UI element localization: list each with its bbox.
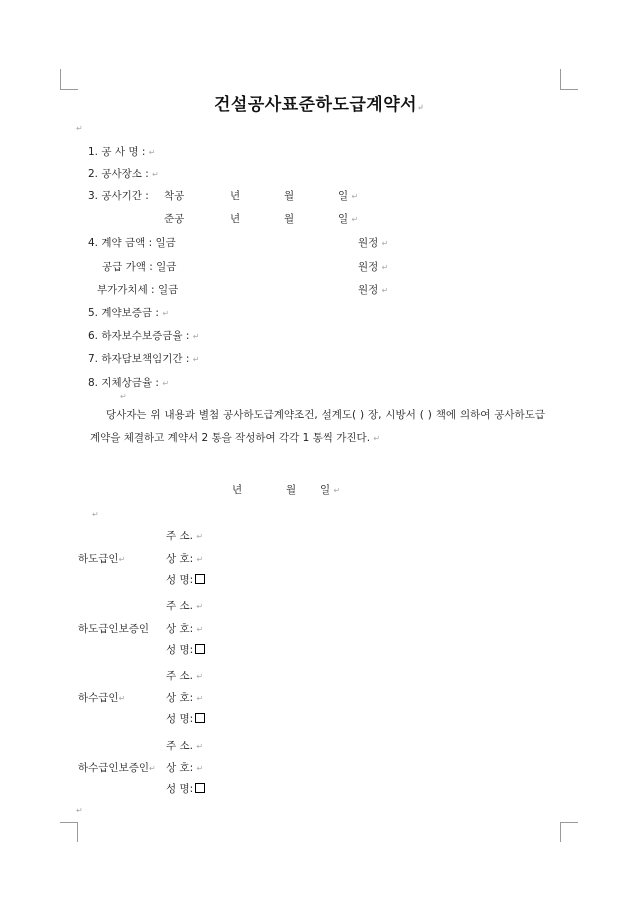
party1-company: 상 호: ↵ bbox=[166, 553, 204, 565]
crop-mark-bottom-left-v bbox=[77, 822, 78, 842]
supply-amount: 공급 가액 : 일금 bbox=[102, 261, 177, 273]
party2-address: 주 소. ↵ bbox=[166, 600, 204, 612]
item-defect-liability-period: 7. 하자담보책임기간 : ↵ bbox=[88, 353, 200, 365]
item-defect-deposit-rate: 6. 하자보수보증금율 : ↵ bbox=[88, 330, 200, 342]
period-start-day: 일 ↵ bbox=[338, 190, 359, 202]
period-end-label: 준공 bbox=[164, 213, 185, 225]
party3-role: 하수급인↵ bbox=[78, 692, 126, 704]
party4-role: 하수급인보증인↵ bbox=[78, 762, 156, 774]
seal-box bbox=[195, 574, 205, 584]
item-construction-period: 3. 공사기간 : bbox=[88, 190, 149, 202]
item-contract-amount: 4. 계약 금액 : 일금 bbox=[88, 237, 176, 249]
item-construction-site: 2. 공사장소 : ↵ bbox=[88, 168, 159, 180]
party1-name: 성 명: bbox=[166, 574, 205, 587]
crop-mark-top-left-h bbox=[60, 89, 78, 90]
supply-amount-suffix: 원정 ↵ bbox=[358, 261, 389, 273]
party2-role: 하도급인보증인 bbox=[78, 623, 150, 635]
contract-amount-suffix: 원정 ↵ bbox=[358, 237, 389, 249]
seal-box bbox=[195, 783, 205, 793]
crop-mark-top-right-h bbox=[560, 89, 578, 90]
paragraph-mark: ↵ bbox=[120, 392, 127, 401]
period-end-month: 월 bbox=[284, 213, 295, 225]
date-year: 년 bbox=[232, 484, 243, 496]
party1-role: 하도급인↵ bbox=[78, 553, 126, 565]
agreement-paragraph: 당사자는 위 내용과 별첨 공사하도급계약조건, 설계도( ) 장, 시방서 ( ) 책에 의하여 공사하도급계약을 체결하고 계약서 2 통을 작성하여 각각 1 통씩 가진다. ↵ bbox=[90, 409, 545, 444]
crop-mark-top-right-v bbox=[560, 69, 561, 89]
period-start-month: 월 bbox=[284, 190, 295, 202]
paragraph-mark: ↵ bbox=[92, 510, 99, 519]
seal-box bbox=[195, 644, 205, 654]
period-start-year: 년 bbox=[230, 190, 241, 202]
party3-company: 상 호: ↵ bbox=[166, 692, 204, 704]
vat-amount-suffix: 원정 ↵ bbox=[358, 284, 389, 296]
item-contract-deposit: 5. 계약보증금 : ↵ bbox=[88, 307, 170, 319]
party2-name: 성 명: bbox=[166, 644, 205, 657]
document-title: 건설공사표준하도급계약서↵ bbox=[214, 95, 425, 115]
period-start-label: 착공 bbox=[164, 190, 185, 202]
item-delay-penalty-rate: 8. 지체상금율 : ↵ bbox=[88, 377, 170, 389]
paragraph-mark: ↵ bbox=[76, 806, 83, 815]
party3-address: 주 소. ↵ bbox=[166, 670, 204, 682]
party2-company: 상 호: ↵ bbox=[166, 623, 204, 635]
item-construction-name: 1. 공 사 명 : ↵ bbox=[88, 146, 156, 158]
date-month: 월 bbox=[286, 484, 297, 496]
period-end-year: 년 bbox=[230, 213, 241, 225]
party4-address: 주 소. ↵ bbox=[166, 740, 204, 752]
party1-address: 주 소. ↵ bbox=[166, 530, 204, 542]
party4-company: 상 호: ↵ bbox=[166, 762, 204, 774]
vat-amount: 부가가치세 : 일금 bbox=[97, 284, 179, 296]
crop-mark-bottom-right-h bbox=[560, 822, 578, 823]
period-end-day: 일 ↵ bbox=[338, 213, 359, 225]
seal-box bbox=[195, 713, 205, 723]
date-day: 일 ↵ bbox=[320, 484, 341, 496]
party3-name: 성 명: bbox=[166, 713, 205, 726]
party4-name: 성 명: bbox=[166, 783, 205, 796]
crop-mark-bottom-left-h bbox=[60, 822, 78, 823]
paragraph-mark: ↵ bbox=[76, 124, 83, 133]
crop-mark-bottom-right-v bbox=[560, 822, 561, 842]
crop-mark-top-left-v bbox=[60, 69, 61, 89]
